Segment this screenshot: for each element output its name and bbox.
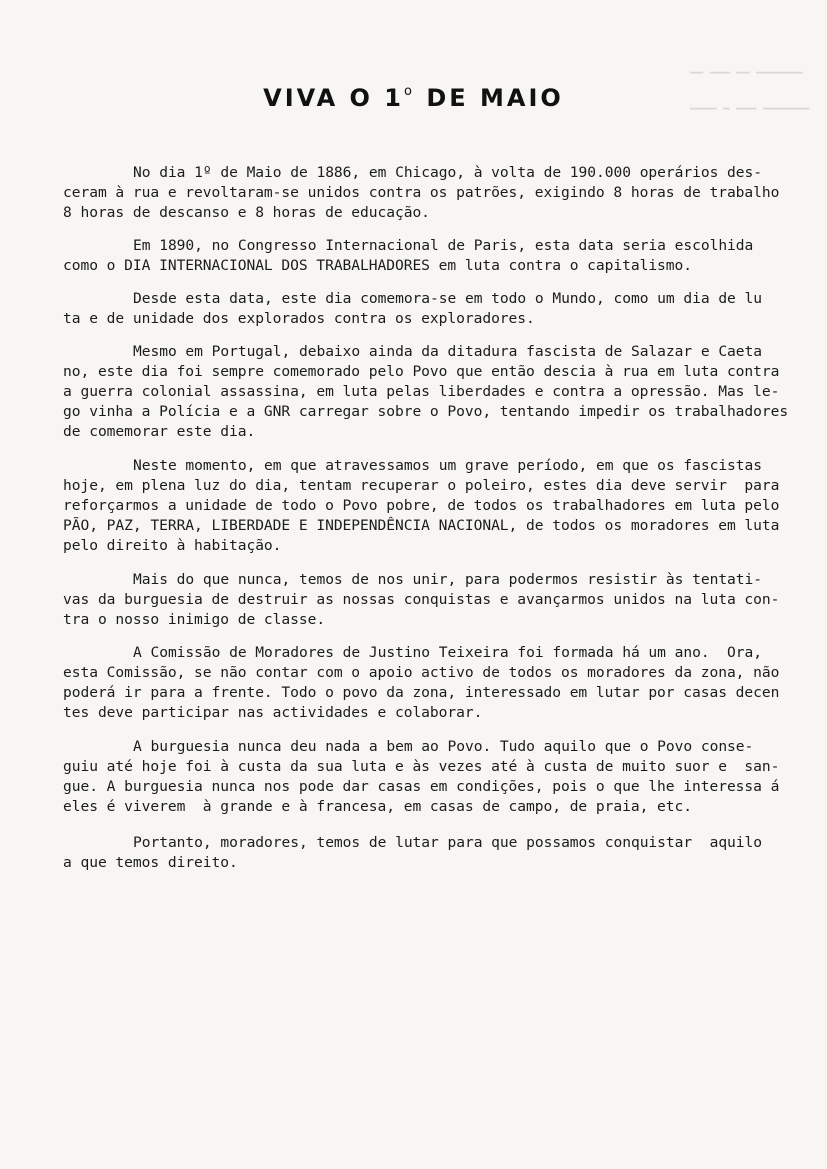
title-prefix: VIVA O 1 [263, 84, 405, 112]
body-line: Mais do que nunca, temos de nos unir, para podermos resistir às tentati- [133, 571, 763, 588]
body-line: A Comissão de Moradores de Justino Teixeira foi formada há um ano. Ora, [133, 644, 763, 661]
body-line: reforçarmos a unidade de todo o Povo pobre, de todos os trabalhadores em luta pelo [63, 497, 780, 514]
body-line: ceram à rua e revoltaram-se unidos contra os patrões, exigindo 8 horas de trabalho [63, 184, 780, 201]
body-line: vas da burguesia de destruir as nossas conquistas e avançarmos unidos na luta con- [63, 591, 780, 608]
body-line: tes deve participar nas actividades e colaborar. [63, 704, 483, 721]
bleed-through-mark: ▔▔ ▔▔▔ ▔▔ ▔▔▔▔▔▔▔ [690, 72, 803, 85]
body-line: tra o nosso inimigo de classe. [63, 611, 326, 628]
body-line: A burguesia nunca deu nada a bem ao Povo. Tudo aquilo que o Povo conse- [133, 738, 754, 755]
body-line: PÃO, PAZ, TERRA, LIBERDADE E INDEPENDÊNCIA NACIONAL, de todos os moradores em luta [63, 517, 780, 534]
body-line: a que temos direito. [63, 854, 238, 871]
body-line: ta e de unidade dos explorados contra os exploradores. [63, 310, 535, 327]
body-line: No dia 1º de Maio de 1886, em Chicago, à volta de 190.000 operários des- [133, 164, 763, 181]
body-line: guiu até hoje foi à custa da sua luta e às vezes até à custa de muito suor e san- [63, 758, 780, 775]
body-line: eles é viverem à grande e à francesa, em casas de campo, de praia, etc. [63, 798, 693, 815]
body-line: como o DIA INTERNACIONAL DOS TRABALHADORES em luta contra o capitalismo. [63, 257, 693, 274]
body-line: Em 1890, no Congresso Internacional de Paris, esta data seria escolhida [133, 237, 754, 254]
body-line: pelo direito à habitação. [63, 537, 282, 554]
body-line: gue. A burguesia nunca nos pode dar casas em condições, pois o que lhe interessa á [63, 778, 780, 795]
body-line: go vinha a Polícia e a GNR carregar sobre o Povo, tentando impedir os trabalhadores [63, 403, 789, 420]
body-line: hoje, em plena luz do dia, tentam recuperar o poleiro, estes dia deve servir para [63, 477, 780, 494]
body-line: esta Comissão, se não contar com o apoio activo de todos os moradores da zona, não [63, 664, 780, 681]
body-line: Desde esta data, este dia comemora-se em todo o Mundo, como um dia de lu [133, 290, 763, 307]
body-line: 8 horas de descanso e 8 horas de educação. [63, 204, 430, 221]
body-line: Mesmo em Portugal, debaixo ainda da ditadura fascista de Salazar e Caeta [133, 343, 763, 360]
body-line: Neste momento, em que atravessamos um grave período, em que os fascistas [133, 457, 763, 474]
body-line: a guerra colonial assassina, em luta pelas liberdades e contra a opressão. Mas le- [63, 383, 780, 400]
bleed-through-mark: ▔▔▔▔ ▔ ▔▔▔ ▔▔▔▔▔▔▔ [690, 108, 810, 121]
body-line: poderá ir para a frente. Todo o povo da zona, interessado em lutar por casas decen [63, 684, 780, 701]
body-line: no, este dia foi sempre comemorado pelo Povo que então descia à rua em luta contra [63, 363, 780, 380]
document-title [0, 84, 827, 112]
body-line: Portanto, moradores, temos de lutar para que possamos conquistar aquilo [133, 834, 763, 851]
title-suffix: DE MAIO [426, 84, 564, 112]
body-line: de comemorar este dia. [63, 423, 256, 440]
title-ordinal: o [404, 84, 415, 99]
